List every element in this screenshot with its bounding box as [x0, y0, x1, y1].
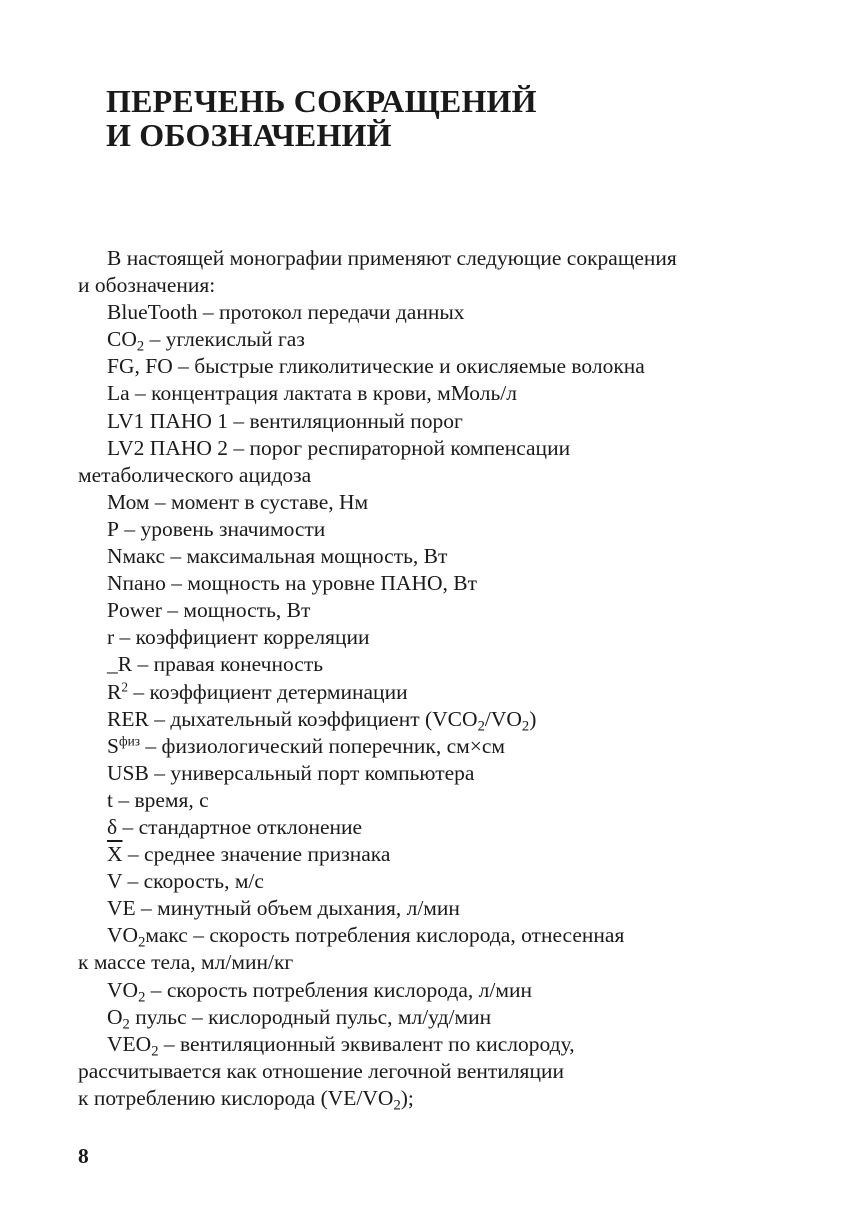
entry-co2: $CO_2$ – углекислый газ	[107, 327, 305, 355]
entry-power: Power – мощность, Вт	[107, 598, 311, 623]
entry-vo2max-line-2: к массе тела, мл/мин/кг	[78, 950, 294, 975]
entry-bluetooth: BlueTooth – протокол передачи данных	[107, 300, 465, 325]
entry-o2-pulse: $O_2$ пульс – кислородный пульс, мл/уд/мин	[107, 1004, 492, 1032]
entry-right-limb: _R – правая конечность	[107, 652, 324, 677]
entry-t: t – время, с	[107, 787, 209, 812]
entry-vo2max-line-1: $VO_2макс$ – скорость потребления кислорода, отнесенная	[107, 923, 625, 951]
entry-x-bar: $\overline{X}$ – среднее значение признака	[107, 842, 391, 867]
entry-s-fiz: $S^{физ}$ – физиологический поперечник, см×см	[107, 733, 505, 758]
entry-veo2-line-3: к потреблению кислорода $(VE/VO_2)$;	[78, 1085, 414, 1114]
entry-ve: VE – минутный объем дыхания, л/мин	[107, 896, 460, 921]
entry-vo2: $VO_2$ – скорость потребления кислорода, л/мин	[107, 977, 532, 1005]
entry-npano: Nпано – мощность на уровне ПАНО, Вт	[107, 571, 477, 596]
entry-la: La – концентрация лактата в крови, мМоль/л	[107, 381, 517, 406]
entry-lv2-line-2: метаболического ацидоза	[78, 462, 312, 487]
entry-nmax: Nмакс – максимальная мощность, Вт	[107, 544, 448, 569]
entry-r2: $R^2$ – коэффициент детерминации	[107, 679, 408, 704]
title-line-2: И ОБОЗНАЧЕНИЙ	[106, 117, 392, 153]
entry-mom: Мом – момент в суставе, Нм	[107, 489, 369, 514]
entry-veo2-line-1: $VEO_2$ – вентиляционный эквивалент по кислороду,	[107, 1031, 575, 1060]
abbreviations-list	[78, 245, 778, 1112]
entry-lv2-line-1: LV2 ПАНО 2 – порог респираторной компенсации	[107, 435, 571, 460]
entry-delta: δ – стандартное отклонение	[107, 814, 363, 839]
intro-line-1: В настоящей монографии применяют следующие сокращения	[107, 246, 677, 270]
entry-rer: RER – дыхательный коэффициент $(VCO_2/VO_2)$	[107, 706, 537, 734]
page-title	[106, 84, 806, 152]
entry-v: V – скорость, м/с	[107, 869, 264, 894]
intro-line-2: и обозначения:	[78, 273, 216, 298]
entry-r: r – коэффициент корреляции	[107, 625, 370, 650]
title-line-1: ПЕРЕЧЕНЬ СОКРАЩЕНИЙ	[106, 83, 537, 119]
entry-usb: USB – универсальный порт компьютера	[107, 760, 475, 785]
page-number: 8	[78, 1144, 89, 1168]
entry-fg-fo: FG, FO – быстрые гликолитические и окисляемые волокна	[107, 354, 645, 379]
entry-p: Р – уровень значимости	[107, 516, 326, 541]
entry-veo2-line-2: рассчитывается как отношение легочной вентиляции	[78, 1058, 564, 1083]
entry-lv1: LV1 ПАНО 1 – вентиляционный порог	[107, 408, 463, 433]
